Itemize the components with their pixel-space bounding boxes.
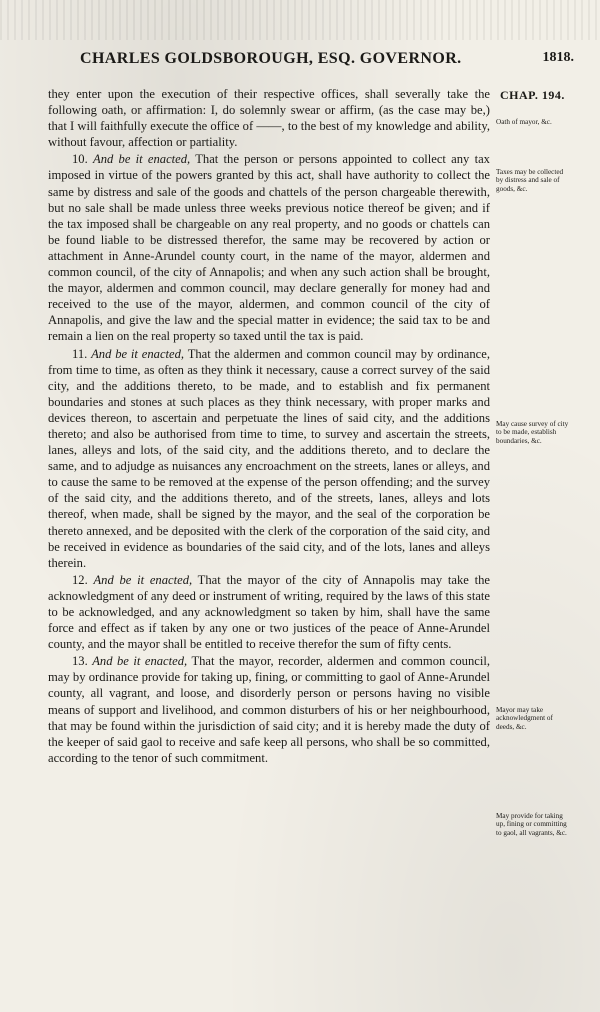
- section-12: [48, 572, 490, 652]
- section-13-enact: And be it enacted,: [92, 654, 188, 669]
- section-12-enact: And be it enacted,: [93, 572, 193, 587]
- section-10-text: That the person or persons appointed to collect any tax imposed in virtue of the powers granted by this act, shall have authority to collect the same by distress and sale of the goods and chattels of the person chargeable therewith, but no sale shall be made unless three weeks previous notice thereof be given; and if the tax imposed shall be chargeable on any real property, and no goods or chattels can be found liable to be distressed therefor, the same may be recovered by action or attachment in Anne-Arundel county court, in the name of the mayor, aldermen and common council, of the city of Annapolis; and when any such action shall be brought, the mayor, aldermen and common council, may declare generally for money had and received to the use of the mayor, aldermen, and common council of the city of Annapolis, and give the law and the special matter in evidence; the said tax to be and remain a lien on the real property so taxed until the tax is paid.: [48, 152, 490, 344]
- section-10-number: 10.: [72, 152, 88, 167]
- section-13-text: That the mayor, recorder, aldermen and common council, may by ordinance provide for taking up, fining, or committing to gaol of Anne-Arundel county, all vagrant, and loose, and disorderly person or persons having no visible means of support and livelihood, and common disturbers of his or her neighbourhood, that may be found within the jurisdiction of said city; and it is hereby made the duty of the keeper of said gaol to receive and safe keep all persons, who shall be so committed, according to the tenor of such commitment.: [48, 654, 491, 765]
- margin-note-vagrants: May provide for taking up, fining or committing to gaol, all vagrants, &c.: [496, 812, 567, 837]
- header-year: 1818.: [542, 50, 574, 65]
- margin-note-oath: Oath of mayor, &c.: [496, 118, 552, 126]
- section-12-number: 12.: [72, 572, 88, 587]
- margin-note-mayor: Mayor may take acknowledgment of deeds, &c.: [496, 706, 553, 731]
- section-13: [48, 653, 490, 766]
- margin-note-survey: May cause survey of city to be made, establish boundaries, &c.: [496, 420, 569, 445]
- running-header: [40, 50, 580, 78]
- header-title: CHARLES GOLDSBOROUGH, ESQ. GOVERNOR.: [80, 50, 462, 67]
- margin-note-taxes: Taxes may be collected by distress and sale of goods, &c.: [496, 168, 564, 193]
- section-11-number: 11.: [72, 346, 88, 361]
- section-11: [48, 346, 490, 571]
- chapter-label: CHAP. 194.: [500, 88, 565, 102]
- section-11-text: That the aldermen and common council may by ordinance, from time to time, as often as they think it necessary, cause a correct survey of the said city, and the additions thereto, to be made, and to establish and fix permanent boundaries and stones at such places as they think necessary, with proper marks and devices thereon, to ascertain and perpetuate the lines of said city, and the additions thereto; and also be authorised from time to time, to survey and ascertain the streets, lanes, alleys and lots, of the said city, and the additions thereto, and to declare the same, and to adjudge as nuisances any encroachment on the streets, lanes or alleys, and to cause the same to be removed at the expense of the person offending; and the survey of the said city, and the additions thereto, and of the streets, lanes, alleys and lots thereof, when made, shall be signed by the mayor, and the seal of the corporation be thereto annexed, and be deposited with the clerk of the corporation of the said city, and be received in evidence as boundaries of the said city, and of the lots, lanes and alleys therein.: [48, 346, 491, 570]
- paragraph-oath-text: they enter upon the execution of their respective offices, shall severally take the following oath, or affirmation: I, do solemnly swear or affirm, (as the case may be,) that I will faithfully execute the office of ——, to the best of my knowledge and ability, without favour, affection or partiality.: [48, 87, 490, 150]
- section-11-enact: And be it enacted,: [91, 346, 185, 361]
- statute-body: [48, 86, 490, 766]
- section-12-text: That the mayor of the city of Annapolis may take the acknowledgment of any deed or instrument of writing, required by the laws of this state to be acknowledged, and any acknowledgment so taken by him, shall have the same force and effect as if taken by any one or two justices of the peace of Anne-Arundel county, and the mayor shall be entitled to receive therefor the sum of fifty cents.: [48, 572, 490, 652]
- bleed-through-texture: [0, 0, 600, 40]
- section-13-number: 13.: [72, 654, 88, 669]
- paragraph-oath: [48, 86, 490, 150]
- section-10: [48, 151, 490, 344]
- section-10-enact: And be it enacted,: [93, 152, 191, 167]
